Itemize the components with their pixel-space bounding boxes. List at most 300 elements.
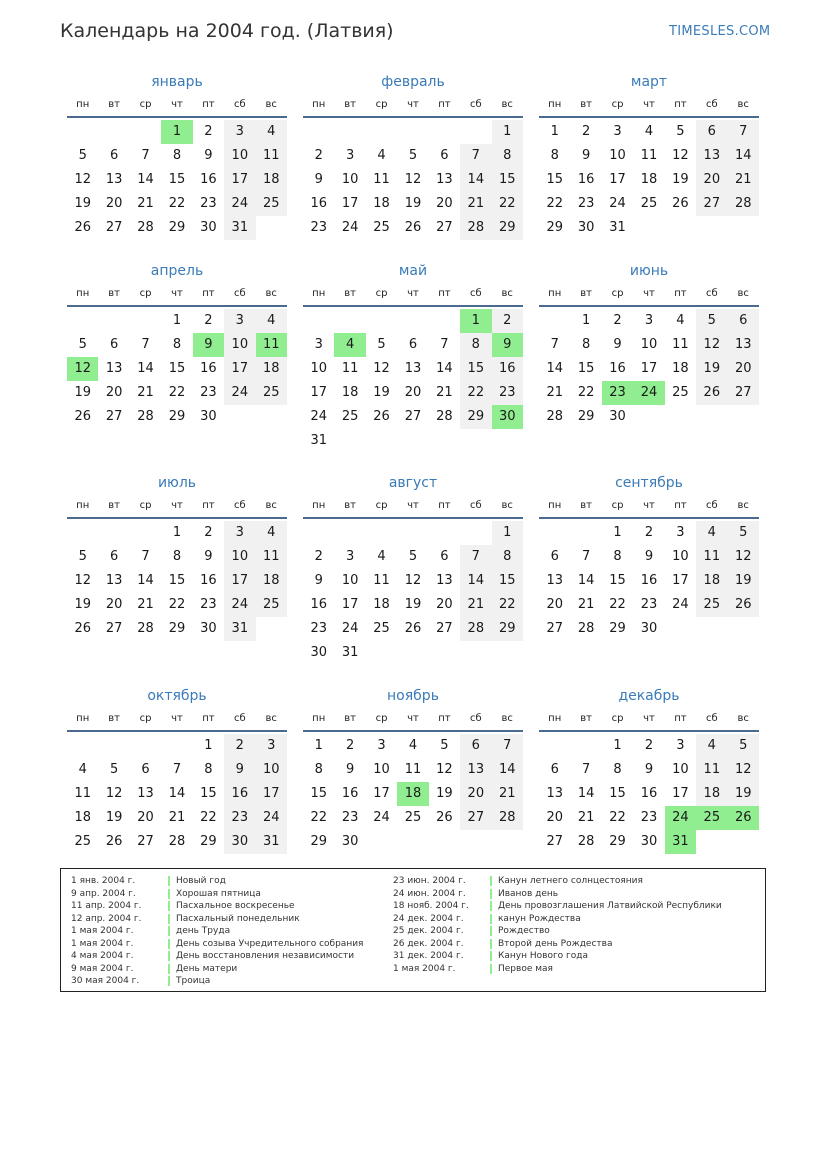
weekday-header <box>539 285 759 303</box>
weekday-label: вс <box>737 288 749 299</box>
day-cell: 16 <box>310 597 327 612</box>
empty-cell <box>366 309 397 333</box>
month-block <box>67 684 287 854</box>
day-cell: 22 <box>609 810 626 825</box>
weekday-label: чт <box>171 99 183 110</box>
day-cell: 7 <box>492 734 523 758</box>
day-cell: 1 <box>172 525 182 540</box>
legend-date: 1 янв. 2004 г. <box>71 876 136 886</box>
day-cell: 3 <box>613 124 622 139</box>
day-cell: 21 <box>168 810 186 825</box>
legend-date: 24 июн. 2004 г. <box>393 888 466 899</box>
day-cell: 6 <box>109 148 119 163</box>
day-cell: 24 <box>341 220 359 235</box>
day-cell: 12 <box>74 573 91 588</box>
legend-date: 1 мая 2004 г. <box>71 926 134 936</box>
day-cell: 20 <box>546 597 563 612</box>
day-cell: 18 <box>341 385 359 400</box>
weekday-header <box>67 285 287 303</box>
header-divider <box>539 305 759 307</box>
legend-holiday-name: Канун Нового года <box>498 951 589 961</box>
legend-date: 11 апр. 2004 г. <box>71 901 142 911</box>
legend-holiday-name: день Труда <box>176 926 231 936</box>
weekday-label: вс <box>501 713 513 724</box>
day-cell: 5 <box>676 124 685 139</box>
day-cell: 16 <box>577 172 595 187</box>
weekday-label: вс <box>501 288 513 299</box>
weekday-label: ср <box>611 713 624 724</box>
day-cell: 6 <box>141 762 150 777</box>
day-cell: 5 <box>728 521 759 545</box>
day-cell: 26 <box>436 810 453 825</box>
day-cell: 10 <box>609 148 626 163</box>
weekday-label: вт <box>108 288 120 299</box>
day-cell: 6 <box>728 309 759 333</box>
legend-holiday-name: Второй день Рождества <box>498 938 613 949</box>
day-cell: 16 <box>200 361 217 376</box>
legend-holiday-name: Иванов день <box>498 888 559 899</box>
weekday-label: сб <box>469 99 482 110</box>
header-divider <box>67 116 287 118</box>
holiday-day-cell: 23 <box>602 381 633 405</box>
legend-date: 1 мая 2004 г. <box>71 938 134 949</box>
weekday-label: ср <box>375 99 388 110</box>
month-name: июнь <box>629 263 669 279</box>
month-block <box>539 684 759 854</box>
weekday-header <box>67 710 287 728</box>
day-cell: 28 <box>577 621 595 636</box>
day-cell: 15 <box>200 786 217 801</box>
day-cell: 26 <box>74 621 91 636</box>
day-cell: 18 <box>640 172 658 187</box>
day-cell: 16 <box>609 361 626 376</box>
weekday-label: вт <box>344 288 356 299</box>
legend-row <box>393 913 722 926</box>
day-cell: 4 <box>644 124 654 139</box>
weekday-label: чт <box>643 713 655 724</box>
day-cell: 18 <box>696 569 727 593</box>
weekday-header <box>539 96 759 114</box>
empty-cell <box>130 521 161 545</box>
holiday-marker <box>490 926 492 936</box>
day-cell: 5 <box>377 337 386 352</box>
empty-cell <box>570 521 601 545</box>
day-cell: 4 <box>256 120 287 144</box>
day-grid <box>539 734 759 854</box>
day-cell: 20 <box>404 385 422 400</box>
legend-date: 26 дек. 2004 г. <box>393 938 464 949</box>
day-cell: 29 <box>609 621 626 636</box>
day-cell: 13 <box>404 361 422 376</box>
site-link[interactable]: TIMESLES.COM <box>669 24 771 39</box>
day-cell: 20 <box>436 597 453 612</box>
day-cell: 24 <box>224 593 255 617</box>
day-grid <box>67 734 287 854</box>
day-cell: 23 <box>492 381 523 405</box>
weekday-label: ср <box>139 500 152 511</box>
day-cell: 9 <box>345 762 355 777</box>
weekday-label: вс <box>265 500 277 511</box>
day-cell: 27 <box>105 220 123 235</box>
legend-holiday-name: Рождество <box>498 926 550 936</box>
month-name: февраль <box>381 74 445 90</box>
day-cell: 10 <box>373 762 390 777</box>
day-cell: 23 <box>310 220 327 235</box>
day-cell: 19 <box>373 385 390 400</box>
day-cell: 7 <box>141 337 150 352</box>
holiday-day-cell: 9 <box>492 333 523 357</box>
day-cell: 1 <box>613 738 622 753</box>
day-cell: 2 <box>492 309 523 333</box>
day-cell: 10 <box>672 762 689 777</box>
empty-cell <box>130 734 161 758</box>
day-cell: 10 <box>224 545 255 569</box>
day-cell: 31 <box>310 433 327 448</box>
legend-row <box>393 963 722 976</box>
holiday-marker <box>490 889 492 899</box>
day-cell: 27 <box>436 220 453 235</box>
day-cell: 25 <box>373 621 390 636</box>
weekday-label: сб <box>233 713 246 724</box>
day-cell: 19 <box>74 196 91 211</box>
header-divider <box>303 517 523 519</box>
day-cell: 20 <box>696 168 727 192</box>
day-cell: 15 <box>577 361 595 376</box>
holiday-marker <box>490 964 492 974</box>
legend-row <box>71 888 363 901</box>
weekday-label: вс <box>737 500 749 511</box>
weekday-label: пн <box>548 99 562 110</box>
day-cell: 10 <box>224 144 255 168</box>
day-cell: 1 <box>204 738 213 753</box>
legend-row <box>71 950 363 963</box>
day-cell: 16 <box>200 573 217 588</box>
day-cell: 11 <box>256 545 287 569</box>
month-name: сентябрь <box>615 475 683 491</box>
weekday-label: вт <box>580 99 592 110</box>
header-divider <box>67 517 287 519</box>
day-cell: 15 <box>492 168 523 192</box>
day-cell: 8 <box>550 148 559 163</box>
month-name: июль <box>157 475 197 491</box>
day-cell: 22 <box>168 385 186 400</box>
legend-date: 9 апр. 2004 г. <box>71 888 136 899</box>
day-cell: 13 <box>105 573 123 588</box>
day-cell: 14 <box>546 361 563 376</box>
day-cell: 30 <box>609 409 626 424</box>
day-cell: 19 <box>672 172 689 187</box>
weekday-label: чт <box>407 288 419 299</box>
day-cell: 3 <box>224 309 255 333</box>
day-cell: 22 <box>492 593 523 617</box>
day-cell: 13 <box>728 333 759 357</box>
day-cell: 2 <box>644 738 654 753</box>
day-cell: 21 <box>546 385 563 400</box>
day-cell: 10 <box>310 361 327 376</box>
weekday-label: сб <box>469 288 482 299</box>
day-cell: 23 <box>224 806 255 830</box>
day-cell: 24 <box>672 597 689 612</box>
day-cell: 16 <box>640 786 658 801</box>
day-cell: 5 <box>109 762 119 777</box>
day-cell: 17 <box>341 597 359 612</box>
weekday-label: сб <box>469 713 482 724</box>
day-cell: 29 <box>492 617 523 641</box>
day-cell: 3 <box>256 734 287 758</box>
legend-holiday-name: канун Рождества <box>498 913 581 924</box>
day-cell: 21 <box>137 597 154 612</box>
day-cell: 23 <box>200 385 217 400</box>
weekday-label: сб <box>705 99 718 110</box>
empty-cell <box>98 521 129 545</box>
legend-date: 23 июн. 2004 г. <box>393 876 466 886</box>
day-cell: 22 <box>460 381 491 405</box>
weekday-label: пн <box>312 99 326 110</box>
day-cell: 11 <box>373 573 390 588</box>
day-cell: 26 <box>373 409 390 424</box>
day-cell: 28 <box>460 216 491 240</box>
weekday-label: сб <box>233 288 246 299</box>
legend-row <box>71 938 363 951</box>
holiday-marker <box>168 914 170 924</box>
holiday-day-cell: 1 <box>161 120 192 144</box>
empty-cell <box>366 120 397 144</box>
legend-row <box>393 925 722 938</box>
day-cell: 22 <box>577 385 595 400</box>
weekday-header <box>539 710 759 728</box>
day-cell: 24 <box>341 621 359 636</box>
day-cell: 6 <box>460 734 491 758</box>
day-cell: 19 <box>74 597 91 612</box>
month-name: октябрь <box>147 688 207 704</box>
day-cell: 13 <box>436 172 453 187</box>
day-cell: 7 <box>141 148 150 163</box>
day-cell: 9 <box>581 148 591 163</box>
day-cell: 20 <box>105 385 123 400</box>
weekday-header <box>539 497 759 515</box>
day-cell: 4 <box>676 313 685 328</box>
day-cell: 17 <box>310 385 327 400</box>
day-cell: 9 <box>204 549 213 564</box>
legend-holiday-name: День матери <box>176 963 238 974</box>
month-name: апрель <box>150 263 204 279</box>
day-cell: 31 <box>341 645 359 660</box>
day-cell: 19 <box>105 810 123 825</box>
legend-holiday-name: День созыва Учредительного собрания <box>176 938 364 949</box>
weekday-label: пн <box>548 713 562 724</box>
day-cell: 11 <box>696 545 727 569</box>
holiday-day-cell: 1 <box>460 309 491 333</box>
day-cell: 6 <box>109 549 119 564</box>
day-cell: 9 <box>644 762 654 777</box>
day-cell: 25 <box>341 409 359 424</box>
day-cell: 10 <box>341 573 359 588</box>
day-cell: 7 <box>440 337 449 352</box>
weekday-label: пн <box>312 713 326 724</box>
day-cell: 23 <box>640 597 658 612</box>
day-cell: 13 <box>546 573 563 588</box>
day-cell: 17 <box>640 361 658 376</box>
day-cell: 4 <box>78 762 87 777</box>
weekday-label: чт <box>643 288 655 299</box>
weekday-label: пн <box>76 288 90 299</box>
legend-date: 4 мая 2004 г. <box>71 951 134 961</box>
legend-date: 24 дек. 2004 г. <box>393 913 464 924</box>
day-cell: 3 <box>314 337 323 352</box>
month-block <box>67 259 287 429</box>
weekday-label: чт <box>171 288 183 299</box>
day-cell: 1 <box>550 124 559 139</box>
month-block <box>303 70 523 240</box>
day-cell: 2 <box>613 313 622 328</box>
day-cell: 18 <box>256 357 287 381</box>
day-cell: 13 <box>105 172 123 187</box>
day-cell: 24 <box>224 381 255 405</box>
header-divider <box>539 517 759 519</box>
day-cell: 30 <box>640 834 658 849</box>
day-cell: 27 <box>137 834 154 849</box>
day-cell: 5 <box>78 148 87 163</box>
day-cell: 29 <box>460 405 491 429</box>
day-cell: 11 <box>373 172 390 187</box>
weekday-label: вт <box>580 288 592 299</box>
weekday-label: пн <box>548 500 562 511</box>
day-cell: 12 <box>728 758 759 782</box>
day-cell: 25 <box>256 381 287 405</box>
day-cell: 22 <box>546 196 563 211</box>
holiday-marker <box>168 976 170 986</box>
weekday-header <box>303 497 523 515</box>
day-cell: 13 <box>105 361 123 376</box>
day-cell: 17 <box>672 573 689 588</box>
empty-cell <box>303 120 334 144</box>
weekday-label: сб <box>705 288 718 299</box>
day-cell: 19 <box>728 569 759 593</box>
weekday-label: пн <box>76 500 90 511</box>
day-cell: 27 <box>546 834 563 849</box>
holiday-day-cell: 26 <box>728 806 759 830</box>
header-divider <box>67 305 287 307</box>
empty-cell <box>539 521 570 545</box>
weekday-label: чт <box>643 500 655 511</box>
day-cell: 6 <box>696 120 727 144</box>
holiday-day-cell: 24 <box>665 806 696 830</box>
weekday-header <box>67 497 287 515</box>
empty-cell <box>397 120 428 144</box>
weekday-label: чт <box>407 500 419 511</box>
day-cell: 19 <box>404 597 422 612</box>
day-cell: 30 <box>640 621 658 636</box>
holiday-marker <box>168 889 170 899</box>
day-cell: 17 <box>224 357 255 381</box>
day-cell: 21 <box>137 385 154 400</box>
empty-cell <box>130 120 161 144</box>
day-cell: 23 <box>200 196 217 211</box>
day-cell: 4 <box>408 738 418 753</box>
day-cell: 31 <box>256 830 287 854</box>
day-cell: 11 <box>696 758 727 782</box>
weekday-label: ср <box>375 500 388 511</box>
empty-cell <box>67 309 98 333</box>
legend-holiday-name: Пасхальное воскресенье <box>176 901 295 911</box>
weekday-label: чт <box>171 713 183 724</box>
day-cell: 18 <box>696 782 727 806</box>
holiday-marker <box>490 901 492 911</box>
day-cell: 3 <box>676 738 685 753</box>
day-cell: 2 <box>204 525 213 540</box>
month-name: март <box>630 74 668 90</box>
empty-cell <box>98 734 129 758</box>
day-cell: 27 <box>728 381 759 405</box>
day-cell: 4 <box>696 734 727 758</box>
legend-row <box>393 950 722 963</box>
day-cell: 23 <box>341 810 359 825</box>
day-cell: 20 <box>105 196 123 211</box>
day-cell: 29 <box>168 621 186 636</box>
day-cell: 17 <box>373 786 390 801</box>
day-cell: 12 <box>436 762 453 777</box>
holiday-marker <box>490 876 492 886</box>
day-cell: 24 <box>373 810 390 825</box>
holiday-marker <box>168 876 170 886</box>
day-cell: 26 <box>74 409 91 424</box>
month-name: август <box>388 475 438 491</box>
day-cell: 2 <box>345 738 355 753</box>
empty-cell <box>98 309 129 333</box>
empty-cell <box>539 309 570 333</box>
legend-holiday-name: Хорошая пятница <box>176 888 261 899</box>
weekday-label: сб <box>233 500 246 511</box>
day-cell: 1 <box>613 525 622 540</box>
weekday-label: вт <box>108 500 120 511</box>
day-cell: 24 <box>310 409 327 424</box>
day-cell: 5 <box>440 738 449 753</box>
header-divider <box>303 116 523 118</box>
day-cell: 23 <box>200 597 217 612</box>
day-cell: 26 <box>696 381 727 405</box>
day-cell: 21 <box>436 385 453 400</box>
day-cell: 22 <box>168 196 186 211</box>
empty-cell <box>161 734 192 758</box>
empty-cell <box>334 521 365 545</box>
weekday-label: сб <box>705 500 718 511</box>
day-cell: 1 <box>172 313 182 328</box>
day-cell: 28 <box>436 409 453 424</box>
day-cell: 17 <box>256 782 287 806</box>
holiday-day-cell: 31 <box>665 830 696 854</box>
empty-cell <box>303 309 334 333</box>
weekday-label: вт <box>344 500 356 511</box>
day-cell: 7 <box>460 545 491 569</box>
day-cell: 31 <box>609 220 626 235</box>
day-cell: 28 <box>728 192 759 216</box>
legend-row <box>71 925 363 938</box>
weekday-label: вт <box>108 713 120 724</box>
weekday-label: ср <box>611 500 624 511</box>
header-divider <box>303 730 523 732</box>
day-cell: 10 <box>672 549 689 564</box>
day-grid <box>303 120 523 240</box>
day-cell: 3 <box>377 738 386 753</box>
weekday-label: вт <box>580 500 592 511</box>
day-cell: 3 <box>345 148 355 163</box>
day-cell: 7 <box>550 337 559 352</box>
day-cell: 7 <box>581 762 591 777</box>
day-cell: 26 <box>672 196 689 211</box>
day-cell: 8 <box>613 762 622 777</box>
day-cell: 20 <box>728 357 759 381</box>
legend-date: 9 мая 2004 г. <box>71 963 134 974</box>
